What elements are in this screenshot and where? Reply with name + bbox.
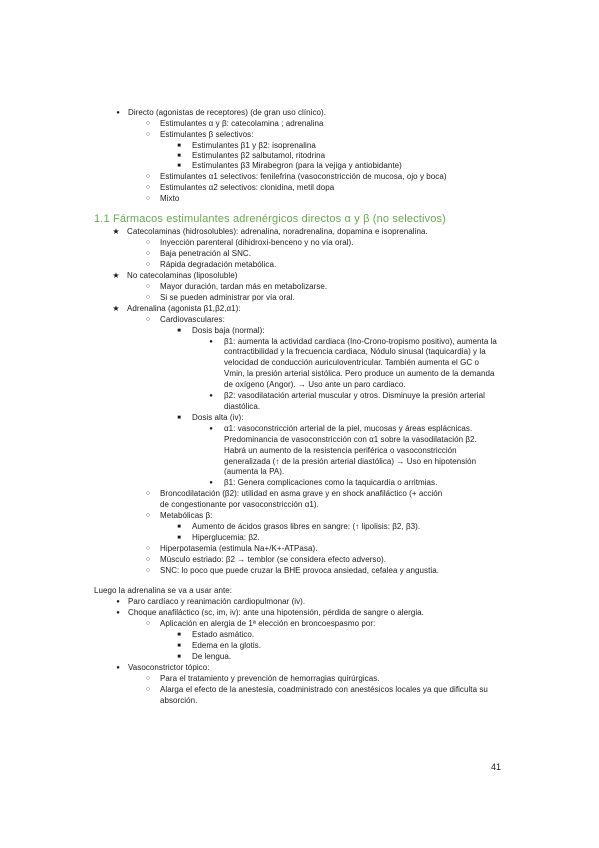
- bullet-disc: ●: [209, 426, 213, 432]
- bullet-square: ■: [177, 163, 181, 169]
- bullet-square: ■: [177, 153, 181, 159]
- bullet-square: ■: [177, 415, 181, 421]
- list-item-snc: SNC: lo poco que puede cruzar la BHE provoca ansiedad, cefalea y angustia.: [160, 566, 439, 575]
- list-item-musculo: Músculo estriado: β2 → temblor (se considera efecto adverso).: [160, 555, 386, 564]
- text-beta1-line4: Vmin, la presión arterial sistólica. Pero produce un aumento de la demanda: [224, 369, 495, 378]
- text-vaso2-line1: Alarga el efecto de la anestesia, coadministrado con anestésicos locales ya que dificulta su: [160, 685, 488, 694]
- bullet-circle: ○: [145, 675, 151, 682]
- list-item-vasoconstrictor: Vasoconstrictor tópico:: [128, 663, 210, 672]
- bullet-disc: ●: [209, 339, 213, 345]
- text-alfa1-line3: Habrá un aumento de la resistencia periférica o vasoconstricción: [224, 446, 457, 455]
- list-item-alfa1: Estimulantes α1 selectivos: fenilefrina (vasoconstricción de mucosa, ojo y boca): [160, 172, 447, 181]
- bullet-circle: ○: [145, 512, 151, 519]
- list-item-nocat-2: Si se pueden administrar por vía oral.: [160, 293, 295, 302]
- list-item-catecolaminas: Catecolaminas (hidrosolubles): adrenalina, noradrenalina, dopamina e isoprenalina.: [127, 227, 428, 236]
- text-vaso2-line2: absorción.: [160, 696, 198, 705]
- bullet-circle: ○: [145, 567, 151, 574]
- paragraph-luego: Luego la adrenalina se va a usar ante:: [94, 586, 232, 595]
- list-item-beta1-beta2: Estimulantes β1 y β2: isoprenalina: [192, 141, 316, 150]
- bullet-circle: ○: [145, 173, 151, 180]
- list-item-paro: Paro cardíaco y reanimación cardiopulmonar (iv).: [128, 597, 306, 606]
- list-item-hiperglucemia: Hiperglucemia: β2.: [192, 533, 260, 542]
- bullet-circle: ○: [145, 283, 151, 290]
- text-alfa1-line4: generalizada (↑ de la presión arterial diastólica) → Uso en hipotensión: [224, 457, 477, 466]
- text-alfa1-line2: Predominancia de vasoconstricción con α1 sobre la vasodilatación β2.: [224, 435, 477, 444]
- list-item-beta3: Estimulantes β3 Mirabegron (para la vejiga y antiobidante): [192, 161, 402, 170]
- text-beta1-line3: velocidad de conducción auriculoventricular. También aumenta el GC o: [224, 358, 479, 367]
- bullet-circle: ○: [145, 120, 151, 127]
- list-item-edema: Edema en la glotis.: [192, 641, 261, 650]
- list-item-directo: Directo (agonistas de receptores) (de gran uso clínico).: [128, 108, 327, 117]
- text-alfa1-line1: α1: vasoconstricción arterial de la piel, mucosas y áreas esplácnicas.: [224, 424, 473, 433]
- list-item-cat-3: Rápida degradación metabólica.: [160, 260, 277, 269]
- list-item-mixto: Mixto: [160, 194, 180, 203]
- bullet-disc: ●: [116, 610, 120, 616]
- bullet-star: ★: [112, 304, 120, 313]
- bullet-circle: ○: [145, 556, 151, 563]
- bullet-circle: ○: [145, 490, 151, 497]
- text-beta1-line2: contractibilidad y la frecuencia cardiaca, Nódulo sinusal (taquicardia) y la: [224, 347, 486, 356]
- bullet-square: ■: [177, 632, 181, 638]
- list-item-cat-1: Inyección parenteral (dihidroxi-benceno y no vía oral).: [160, 238, 354, 247]
- bullet-disc: ●: [209, 393, 213, 399]
- list-item-dosis-alta: Dosis alta (iv):: [192, 413, 244, 422]
- bullet-square: ■: [177, 524, 181, 530]
- list-item-nocat-1: Mayor duración, tardan más en metabolizarse.: [160, 282, 328, 291]
- list-item-hiperpotasemia: Hiperpotasemia (estimula Na+/K+-ATPasa).: [160, 544, 318, 553]
- bullet-circle: ○: [145, 686, 151, 693]
- list-item-no-catecolaminas: No catecolaminas (liposoluble): [127, 271, 238, 280]
- list-item-beta2: Estimulantes β2 salbutamol, ritodrina: [192, 151, 326, 160]
- list-item-alfa2: Estimulantes α2 selectivos: clonidina, metil dopa: [160, 183, 335, 192]
- text-beta1-line5: de oxígeno (Angor). → Uso ante un paro cardiaco.: [224, 380, 406, 389]
- list-item-estimulantes-beta-selectivos: Estimulantes β selectivos:: [160, 130, 254, 139]
- bullet-disc: ●: [116, 110, 120, 116]
- bullet-circle: ○: [145, 294, 151, 301]
- bullet-square: ■: [177, 654, 181, 660]
- bullet-disc: ●: [209, 480, 213, 486]
- bullet-circle: ○: [145, 261, 151, 268]
- list-item-lengua: De lengua.: [192, 652, 232, 661]
- list-item-acidos-grasos: Aumento de ácidos grasos libres en sangre: (↑ lipolisis: β2, β3).: [192, 522, 421, 531]
- bullet-star: ★: [112, 227, 120, 236]
- list-item-cat-2: Baja penetración al SNC.: [160, 249, 252, 258]
- bullet-circle: ○: [145, 316, 151, 323]
- bullet-square: ■: [177, 143, 181, 149]
- bullet-square: ■: [177, 535, 181, 541]
- list-item-dosis-baja: Dosis baja (normal):: [192, 326, 265, 335]
- bullet-circle: ○: [145, 184, 151, 191]
- list-item-aplicacion: Aplicación en alergia de 1ª elección en broncoespasmo por:: [160, 619, 376, 628]
- list-item-estado-asmatico: Estado asmático.: [192, 630, 255, 639]
- bullet-circle: ○: [145, 239, 151, 246]
- text-beta1-line1: β1: aumenta la actividad cardiaca (Ino-Crono-tropismo positivo), aumenta la: [224, 337, 497, 346]
- bullet-disc: ●: [116, 665, 120, 671]
- section-heading: 1.1 Fármacos estimulantes adrenérgicos directos α y β (no selectivos): [94, 213, 446, 225]
- text-alfa1-line5: (aumenta la PA).: [224, 467, 285, 476]
- list-item-vaso-1: Para el tratamiento y prevención de hemorragias quirúrgicas.: [160, 674, 380, 683]
- list-item-adrenalina: Adrenalina (agonista β1,β2,α1):: [127, 304, 241, 313]
- page-number: 41: [491, 762, 502, 772]
- list-item-cardiovasculares: Cardiovasculares:: [160, 315, 225, 324]
- bullet-circle: ○: [145, 620, 151, 627]
- list-item-metabolicas: Metabólicas β:: [160, 511, 213, 520]
- bullet-square: ■: [177, 643, 181, 649]
- text-beta2-line1: β2: vasodilatación arterial muscular y otros. Disminuye la presión arterial: [224, 391, 485, 400]
- list-item-choque: Choque anafiláctico (sc, im, iv): ante una hipotensión, pérdida de sangre o alergia.: [128, 608, 424, 617]
- text-bronco-line1: Broncodilatación (β2): utilidad en asma grave y en shock anafiláctico (+ acción: [160, 489, 443, 498]
- bullet-disc: ●: [116, 599, 120, 605]
- text-beta1-alta: β1: Genera complicaciones como la taquicardia o arritmias.: [224, 478, 438, 487]
- bullet-circle: ○: [145, 131, 151, 138]
- list-item-estimulantes-alfa-beta: Estimulantes α y β: catecolamina ; adrenalina: [160, 119, 324, 128]
- bullet-square: ■: [177, 328, 181, 334]
- text-bronco-line2: de congestionante por vasoconstricción α1).: [160, 500, 319, 509]
- bullet-circle: ○: [145, 545, 151, 552]
- bullet-circle: ○: [145, 250, 151, 257]
- text-beta2-line2: diastólica.: [224, 402, 261, 411]
- bullet-star: ★: [112, 271, 120, 280]
- bullet-circle: ○: [145, 195, 151, 202]
